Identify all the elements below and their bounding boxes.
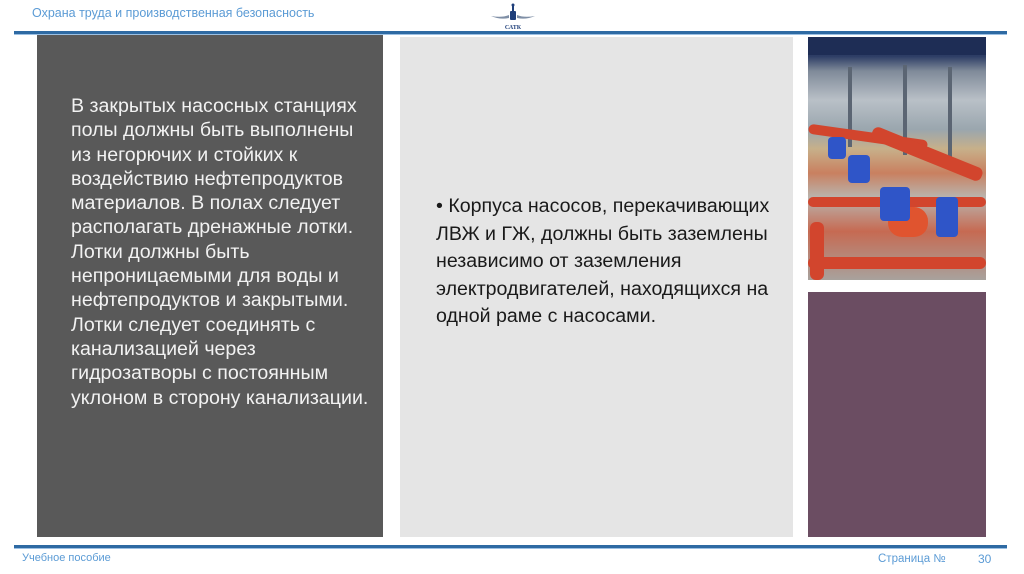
footer-label: Учебное пособие: [22, 552, 111, 564]
company-logo: [488, 2, 538, 32]
accent-color-block: [808, 292, 986, 537]
header-title: Охрана труда и производственная безопасность: [32, 6, 315, 20]
svg-text:САТК: САТК: [504, 25, 522, 31]
pump-station-photo: [808, 37, 986, 280]
page-number: 30: [978, 552, 992, 566]
footer-divider: [14, 545, 1007, 549]
logo-emblem-icon: [488, 2, 538, 32]
center-bullet-item: [436, 193, 776, 331]
bullet-icon: •: [436, 195, 443, 217]
left-text-panel: [37, 35, 383, 537]
page-label: Страница №: [878, 553, 946, 565]
center-text-panel: [400, 37, 793, 537]
left-panel-text: В закрытых насосных станциях полы должны быть выполнены из негорючих и стойких к воздействию нефтепродуктов материалов. В полах следует располагать дренажные лотки. Лотки должны быть непроницаемыми для воды и нефтепродуктов и закрытыми. Лотки следует соединять с канализацией через гидрозатворы с постоянным уклоном в сторону канализации.: [71, 95, 369, 409]
center-panel-text: Корпуса насосов, перекачивающих ЛВЖ и ГЖ, должны быть заземлены независимо от заземления электродвигателей, находящихся на одной раме с насосами.: [436, 195, 770, 327]
